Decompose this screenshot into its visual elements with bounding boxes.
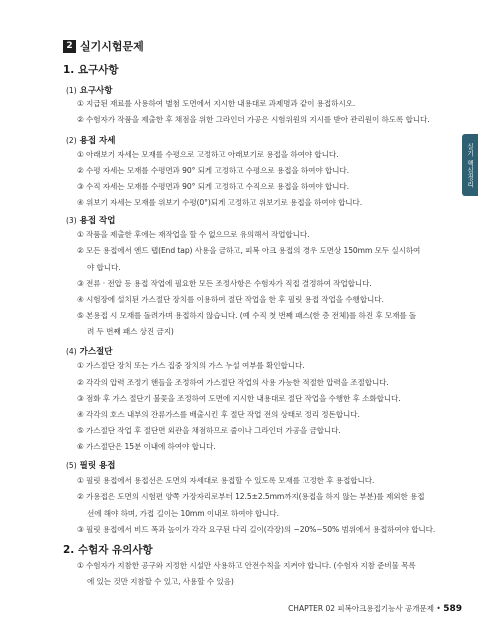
list-item: ③ 수직 자세는 모재를 수평면과 90° 되게 고정하고 수직으로 용접을 하여야 합니다. (77, 182, 349, 191)
list-item: ① 필릿 용접에서 용접선은 도면의 자세대로 용접할 수 있도록 모재를 고정한 후 용접합니다. (77, 476, 375, 485)
list-item: ② 가용접은 도면의 시험편 양쪽 가장자리로부터 12.5±2.5mm까지(용접을 하지 않는 부분)를 제외한 용접 (77, 492, 425, 501)
page-footer (288, 603, 462, 614)
part1-heading: 1. 요구사항 (63, 64, 119, 76)
list-item: ③ 전류 · 전압 등 용접 작업에 필요한 모든 조정사항은 수험자가 직접 결정하여 작업합니다. (77, 279, 372, 288)
page-number: 589 (443, 604, 462, 614)
section-number-badge: 2 (63, 40, 76, 53)
list-item: ④ 위보기 자세는 모재를 위보기 수평(0°)되게 고정하고 위보기로 용접을 하여야 합니다. (77, 198, 363, 207)
list-item: ③ 점화 후 가스 절단기 불꽃을 조정하여 도면에 지시한 내용대로 절단 작업을 수행한 후 소화합니다. (77, 394, 401, 403)
list-item-continuation: 야 합니다. (87, 263, 121, 272)
list-item: ② 모든 용접에서 엔드 탭(End tap) 사용을 금하고, 피복 아크 용접의 경우 도면상 150mm 모두 실시하여 (77, 246, 421, 255)
list-item: ⑤ 본용접 시 모재를 돌려가며 용접하지 않습니다. (예 수직 첫 번째 패스(한 층 전체)를 하진 후 모재를 돌 (77, 311, 417, 320)
list-item-continuation: 려 두 번째 패스 상진 금지) (87, 327, 174, 336)
sub-heading-3: (3) 용접 작업 (66, 216, 116, 226)
list-item: ② 수험자가 작품을 제출한 후 채점을 위한 그라인더 가공은 시험위원의 지시를 받아 관리원이 하도록 합니다. (77, 115, 430, 124)
sub-heading-1: (1) 요구사항 (66, 86, 113, 96)
list-item: ② 수평 자세는 모재를 수평면과 90° 되게 고정하고 수평으로 용접을 하여야 합니다. (77, 166, 349, 175)
list-item: ④ 각각의 호스 내부의 잔류가스를 배출시킨 후 절단 작업 전의 상태로 정리 정돈합니다. (77, 410, 360, 419)
list-item: ① 지급된 재료를 사용하여 별첨 도면에서 지시한 내용대로 과제명과 같이 용접하시오. (77, 99, 356, 108)
sub-heading-5: (5) 필릿 용접 (66, 461, 116, 471)
list-item: ④ 시험장에 설치된 가스절단 장치를 이용하여 절단 작업을 한 후 필릿 용접 작업을 수행합니다. (77, 295, 384, 304)
list-item: ② 각각의 압력 조정기 핸들을 조정하여 가스절단 작업의 사용 가능한 적절한 압력을 조절합니다. (77, 378, 389, 387)
side-chapter-tab: 실기 핵심정리 (462, 134, 478, 196)
section-header (63, 38, 144, 54)
list-item: ⑥ 가스절단은 15분 이내에 하여야 합니다. (77, 442, 216, 451)
footer-chapter: CHAPTER 02 피복아크용접기능사 공개문제 • (288, 604, 441, 613)
section-title: 실기시험문제 (80, 40, 144, 53)
list-item: ① 작품을 제출한 후에는 재작업을 할 수 없으므로 유의해서 작업합니다. (77, 230, 310, 239)
list-item: ① 가스절단 장치 또는 가스 집중 장치의 가스 누설 여부를 확인합니다. (77, 361, 305, 370)
list-item-continuation: 에 있는 것만 지참할 수 있고, 사용할 수 있음) (87, 577, 234, 586)
list-item: ③ 필릿 용접에서 비드 폭과 높이가 각각 요구된 다리 길이(각장)의 −20%∼50% 범위에서 용접하여야 합니다. (77, 525, 436, 534)
list-item: ① 수험자가 지참한 공구와 지정한 시설만 사용하고 안전수칙을 지켜야 합니다. (수험자 지참 준비물 목록 (77, 561, 416, 570)
sub-heading-2: (2) 용접 자세 (66, 136, 116, 146)
sub-heading-4: (4) 가스절단 (66, 347, 113, 357)
list-item: ⑤ 가스절단 작업 후 절단면 외관을 채점하므로 줄이나 그라인더 가공을 금합니다. (77, 426, 341, 435)
list-item: ① 아래보기 자세는 모재를 수평으로 고정하고 아래보기로 용접을 하여야 합니다. (77, 150, 339, 159)
part2-heading: 2. 수험자 유의사항 (63, 544, 153, 556)
list-item-continuation: 선에 해야 하며, 가접 길이는 10mm 이내로 하여야 합니다. (87, 509, 279, 518)
